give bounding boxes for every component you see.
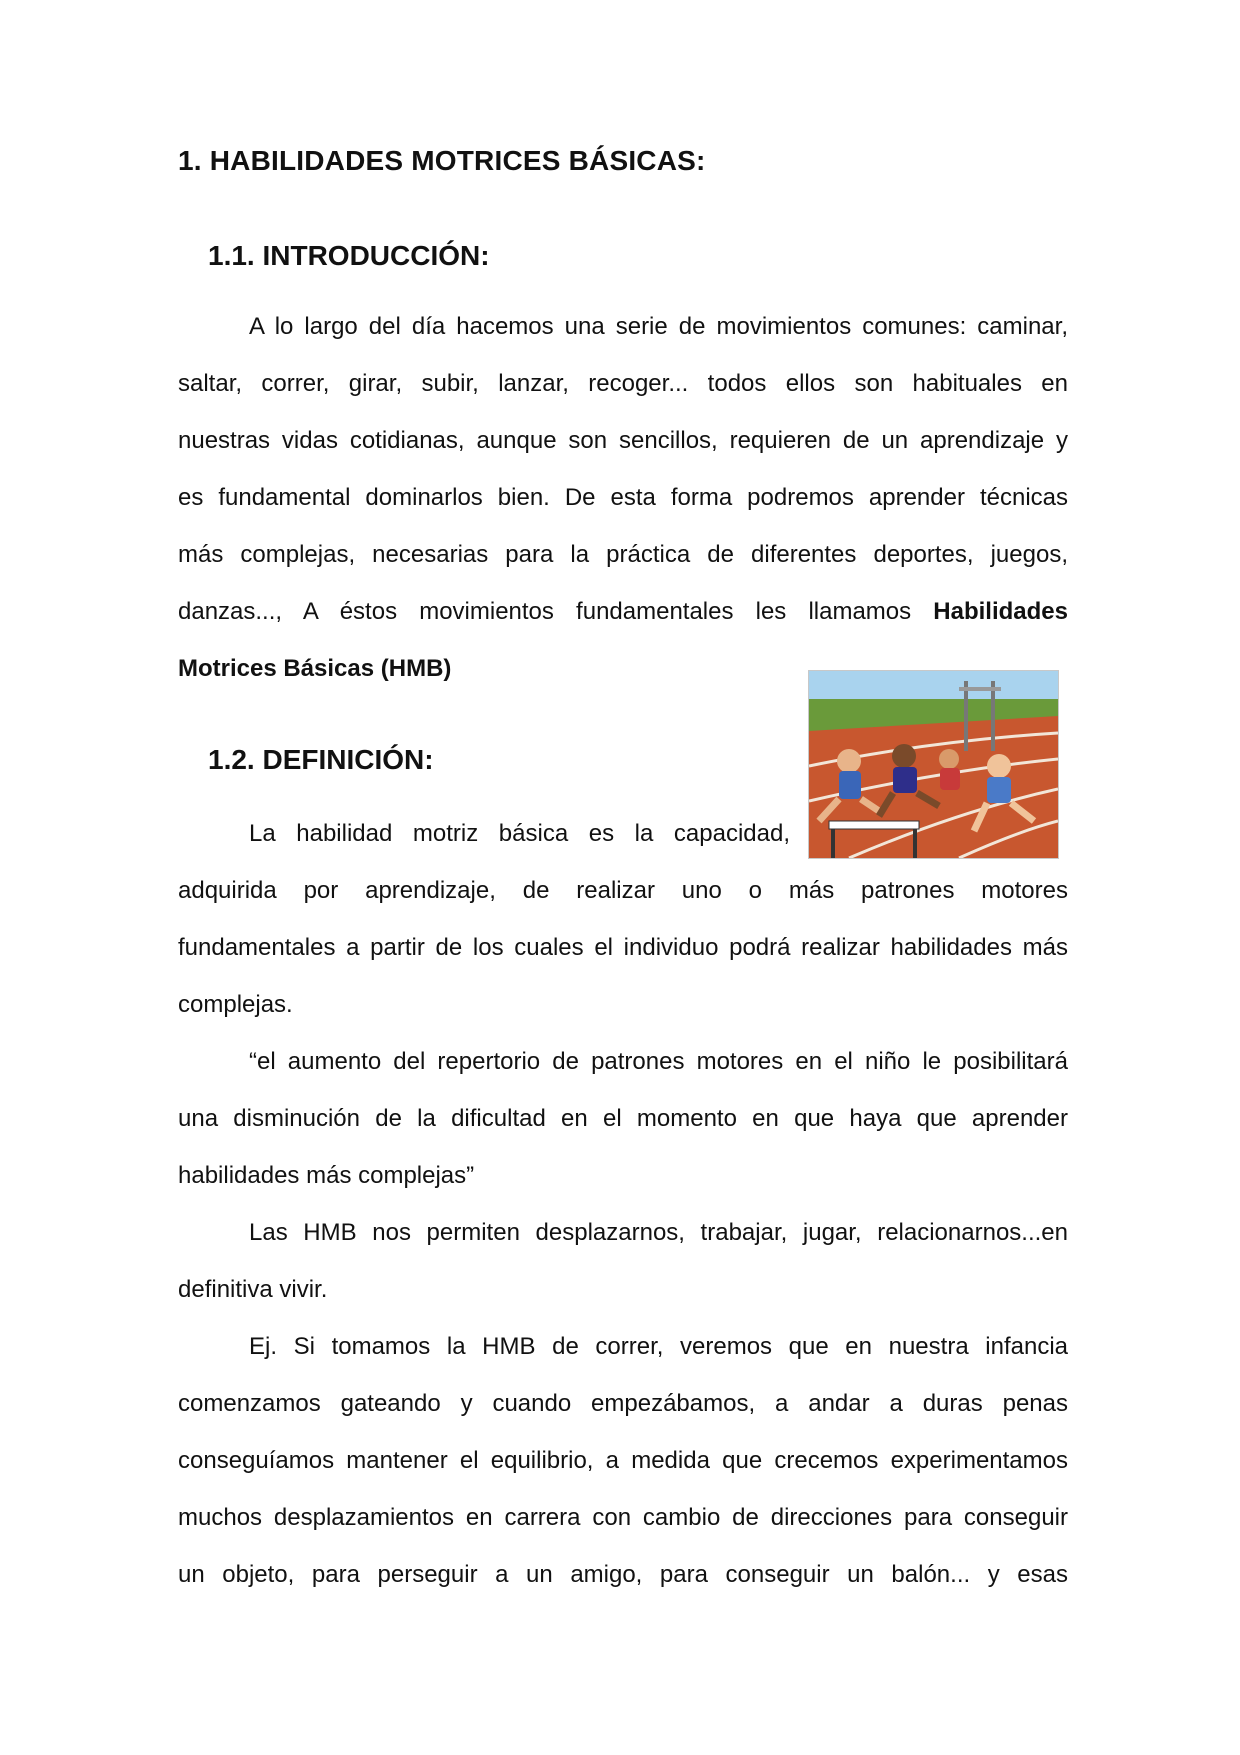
quote-line: una disminución de la dificultad en el momento en que haya que aprender: [178, 1105, 1068, 1132]
intro-line: es fundamental dominarlos bien. De esta forma podremos aprender técnicas: [178, 484, 1068, 511]
intro-heading: 1.1. INTRODUCCIÓN:: [208, 240, 490, 271]
intro-line: nuestras vidas cotidianas, aunque son sencillos, requieren de un aprendizaje y: [178, 427, 1068, 454]
intro-line: A lo largo del día hacemos una serie de movimientos comunes: caminar,: [249, 313, 1068, 340]
example-line: muchos desplazamientos en carrera con cambio de direcciones para conseguir: [178, 1504, 1068, 1531]
intro-bold-term-end: Motrices Básicas (HMB): [178, 655, 452, 682]
example-line: un objeto, para perseguir a un amigo, para conseguir un balón... y esas: [178, 1561, 1068, 1588]
definition-line: fundamentales a partir de los cuales el individuo podrá realizar habilidades más: [178, 934, 1068, 961]
quote-line: habilidades más complejas”: [178, 1162, 475, 1189]
intro-line: saltar, correr, girar, subir, lanzar, recoger... todos ellos son habituales en: [178, 370, 1068, 397]
quote-line: “el aumento del repertorio de patrones motores en el niño le posibilitará: [249, 1048, 1068, 1075]
intro-line-text: danzas..., A éstos movimientos fundamentales les llamamos: [178, 598, 912, 625]
hurdles-race-icon: [809, 671, 1058, 858]
main-heading: 1. HABILIDADES MOTRICES BÁSICAS:: [178, 145, 706, 176]
definition-line: complejas.: [178, 991, 293, 1018]
intro-line: más complejas, necesarias para la práctica de diferentes deportes, juegos,: [178, 541, 1068, 568]
definition-line: adquirida por aprendizaje, de realizar uno o más patrones motores: [178, 877, 1068, 904]
example-line: comenzamos gateando y cuando empezábamos, a andar a duras penas: [178, 1390, 1068, 1417]
intro-bold-term: Habilidades: [933, 598, 1068, 625]
definition-heading: 1.2. DEFINICIÓN:: [208, 744, 434, 775]
definition-line: La habilidad motriz básica es la capacidad,: [249, 820, 790, 847]
example-line: conseguíamos mantener el equilibrio, a medida que crecemos experimentamos: [178, 1447, 1068, 1474]
example-line: Ej. Si tomamos la HMB de correr, veremos que en nuestra infancia: [249, 1333, 1068, 1360]
definition-line: Las HMB nos permiten desplazarnos, trabajar, jugar, relacionarnos...en: [249, 1219, 1068, 1246]
hurdles-race-illustration: [808, 670, 1059, 859]
intro-line-with-bold: [178, 597, 1068, 627]
definition-line: definitiva vivir.: [178, 1276, 328, 1303]
